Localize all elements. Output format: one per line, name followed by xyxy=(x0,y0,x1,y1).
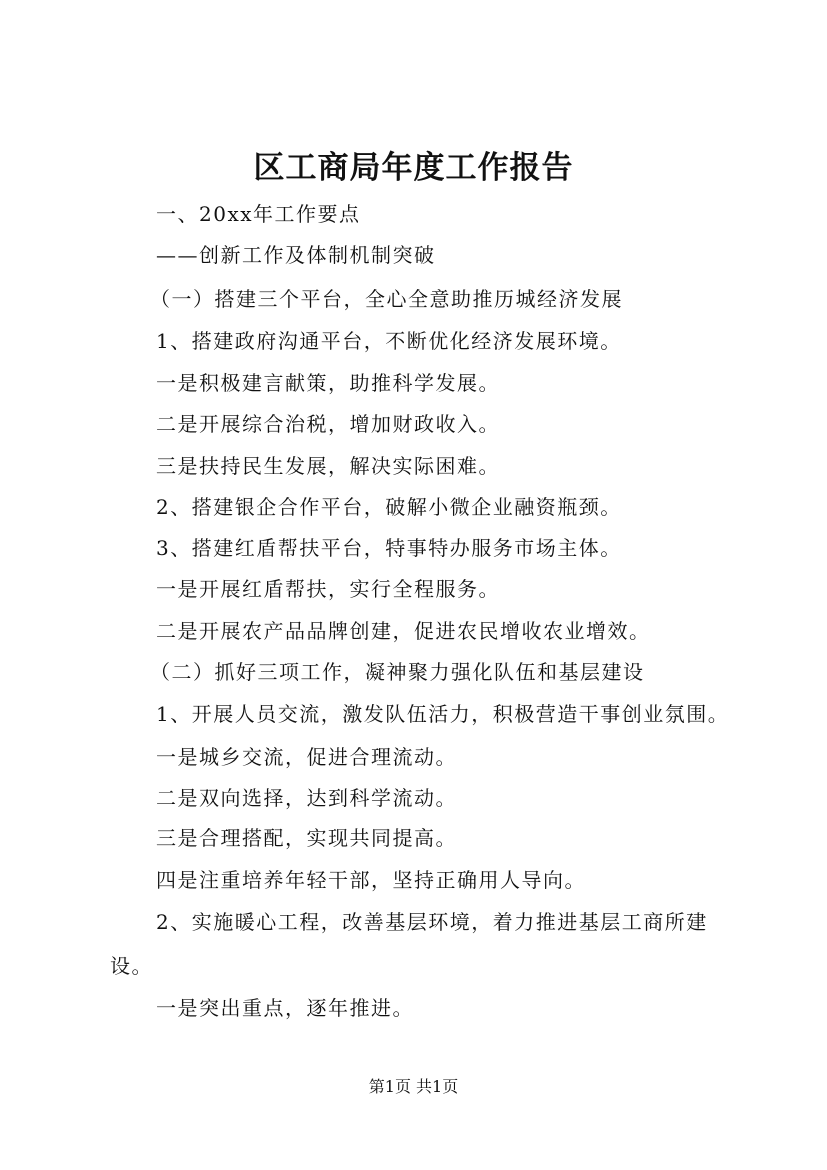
text-line: 一是开展红盾帮扶，实行全程服务。 xyxy=(156,577,500,601)
text-line: 一、20xx年工作要点 xyxy=(156,202,361,226)
document-title: 区工商局年度工作报告 xyxy=(253,150,574,186)
text-line: 设。 xyxy=(110,954,153,978)
text-line: 三是合理搭配，实现共同提高。 xyxy=(156,826,457,850)
text-line: 1、开展人员交流，激发队伍活力，积极营造干事创业氛围。 xyxy=(156,702,730,726)
text-line: 二是开展农产品品牌创建，促进农民增收农业增效。 xyxy=(156,619,651,643)
text-line: ——创新工作及体制机制突破 xyxy=(156,243,436,267)
text-line: 二是双向选择，达到科学流动。 xyxy=(156,786,457,810)
text-line: 1、搭建政府沟通平台，不断优化经济发展环境。 xyxy=(156,329,622,353)
text-line: 一是突出重点，逐年推进。 xyxy=(156,996,414,1020)
text-line: 一是城乡交流，促进合理流动。 xyxy=(156,745,457,769)
text-line: （一）搭建三个平台，全心全意助推历城经济发展 xyxy=(150,287,623,311)
text-line: （二）抓好三项工作，凝神聚力强化队伍和基层建设 xyxy=(150,660,645,684)
text-line: 四是注重培养年轻干部，坚持正确用人导向。 xyxy=(156,868,586,892)
page-number-footer: 第1页 共1页 xyxy=(368,1077,459,1096)
text-line: 二是开展综合治税，增加财政收入。 xyxy=(156,412,500,436)
text-line: 2、搭建银企合作平台，破解小微企业融资瓶颈。 xyxy=(156,495,622,519)
text-line: 2、实施暖心工程，改善基层环境，着力推进基层工商所建 xyxy=(156,910,708,934)
text-line: 3、搭建红盾帮扶平台，特事特办服务市场主体。 xyxy=(156,536,622,560)
text-line: 一是积极建言献策，助推科学发展。 xyxy=(156,371,500,395)
text-line: 三是扶持民生发展，解决实际困难。 xyxy=(156,454,500,478)
